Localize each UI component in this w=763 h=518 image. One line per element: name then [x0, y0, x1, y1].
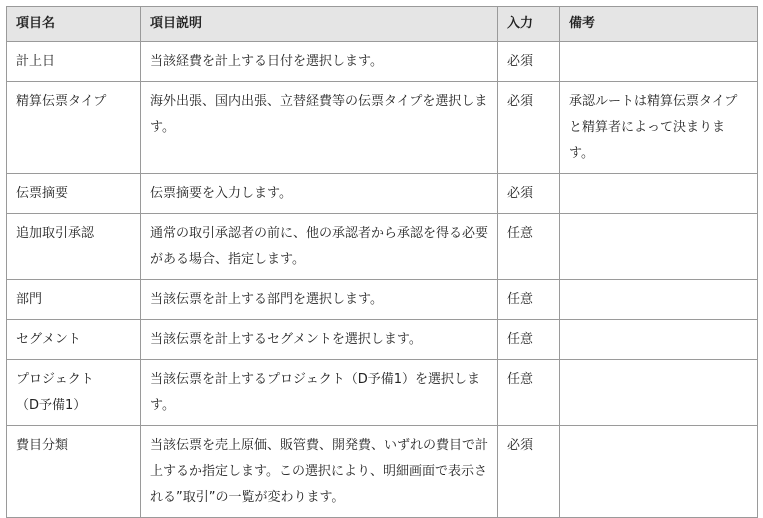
- header-item-name: 項目名: [7, 7, 141, 42]
- table-row: [7, 360, 758, 426]
- cell-input-text: 必須: [507, 94, 534, 109]
- cell-input-text: 任意: [507, 292, 534, 307]
- cell-item-description: [141, 82, 498, 174]
- table-row: [7, 280, 758, 320]
- cell-item-name-text: 計上日: [16, 54, 56, 69]
- table-row: [7, 214, 758, 280]
- cell-input: [498, 42, 560, 82]
- cell-note: [560, 174, 758, 214]
- cell-item-description-text: 当該経費を計上する日付を選択します。: [150, 54, 383, 69]
- cell-item-name-text: プロジェクト （D予備1）: [16, 372, 94, 413]
- cell-item-name-text: 追加取引承認: [16, 226, 95, 241]
- cell-item-description-text: 伝票摘要を入力します。: [150, 186, 292, 201]
- cell-input-text: 必須: [507, 54, 534, 69]
- cell-input: [498, 280, 560, 320]
- cell-input: [498, 82, 560, 174]
- cell-note: [560, 360, 758, 426]
- cell-item-name-text: 伝票摘要: [16, 186, 69, 201]
- cell-input: [498, 360, 560, 426]
- cell-item-name: [7, 214, 141, 280]
- cell-note: [560, 214, 758, 280]
- table-row: [7, 320, 758, 360]
- cell-note: [560, 82, 758, 174]
- table-row: [7, 174, 758, 214]
- cell-item-name-text: 精算伝票タイプ: [16, 94, 107, 109]
- header-row: [7, 7, 758, 42]
- cell-note: [560, 280, 758, 320]
- table-row: [7, 82, 758, 174]
- cell-item-description-text: 当該伝票を計上するセグメントを選択します。: [150, 332, 422, 347]
- cell-item-description-text: 海外出張、国内出張、立替経費等の伝票タイプを選択します。: [150, 94, 488, 135]
- cell-input: [498, 426, 560, 518]
- cell-input-text: 必須: [507, 186, 534, 201]
- cell-item-description-text: 通常の取引承認者の前に、他の承認者から承認を得る必要がある場合、指定します。: [150, 226, 489, 267]
- cell-item-description-text: 当該伝票を計上するプロジェクト（D予備1）を選択します。: [150, 372, 481, 413]
- item-spec-table: [6, 6, 758, 518]
- cell-item-name: [7, 426, 141, 518]
- header-note: 備考: [560, 7, 758, 42]
- cell-input-text: 任意: [507, 332, 534, 347]
- cell-input: [498, 214, 560, 280]
- cell-item-name: [7, 42, 141, 82]
- table-row: [7, 42, 758, 82]
- cell-note-text: 承認ルートは精算伝票タイプと精算者によって決まります。: [569, 94, 738, 161]
- cell-item-description: [141, 360, 498, 426]
- cell-item-name: [7, 360, 141, 426]
- cell-item-description: [141, 174, 498, 214]
- cell-input: [498, 320, 560, 360]
- cell-item-name: [7, 280, 141, 320]
- cell-item-description: [141, 280, 498, 320]
- cell-item-name-text: セグメント: [16, 332, 81, 347]
- cell-item-description: [141, 214, 498, 280]
- cell-input-text: 任意: [507, 372, 534, 387]
- cell-item-description: [141, 320, 498, 360]
- cell-input: [498, 174, 560, 214]
- table-row: [7, 426, 758, 518]
- cell-item-name: [7, 174, 141, 214]
- header-input: 入力: [498, 7, 560, 42]
- header-item-description: 項目説明: [141, 7, 498, 42]
- cell-input-text: 任意: [507, 226, 534, 241]
- cell-item-name: [7, 320, 141, 360]
- cell-item-name: [7, 82, 141, 174]
- cell-item-name-text: 費目分類: [16, 438, 69, 453]
- cell-note: [560, 426, 758, 518]
- cell-item-description-text: 当該伝票を計上する部門を選択します。: [150, 292, 383, 307]
- cell-note: [560, 42, 758, 82]
- cell-item-description: [141, 426, 498, 518]
- cell-note: [560, 320, 758, 360]
- cell-item-description: [141, 42, 498, 82]
- cell-item-description-text: 当該伝票を売上原価、販管費、開発費、いずれの費目で計上するか指定します。この選択により、明細画面で表示される”取引”の一覧が変わります。: [150, 438, 489, 505]
- cell-item-name-text: 部門: [16, 292, 43, 307]
- cell-input-text: 必須: [507, 438, 534, 453]
